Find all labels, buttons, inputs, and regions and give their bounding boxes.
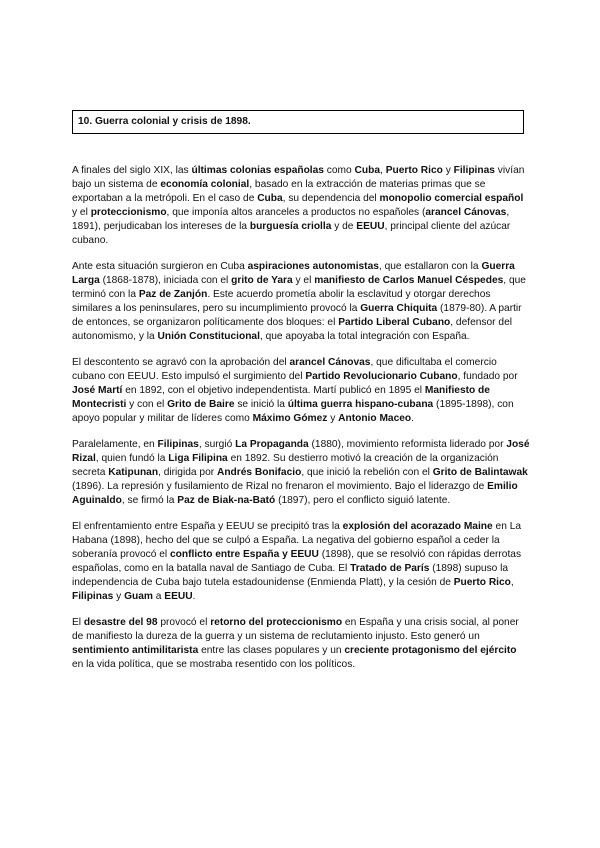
bold-term: última guerra hispano-cubana (287, 399, 434, 410)
text-run: en La Habana (1898), hecho del que se culpó a España. La negativa del gobierno español a ceder la soberanía provocó el (72, 521, 522, 560)
bold-term: aspiraciones autonomistas (247, 261, 379, 272)
bold-term: creciente protagonismo del ejército (344, 645, 517, 656)
bold-term: Tratado de París (350, 563, 430, 574)
paragraph-2 (72, 260, 530, 344)
text-run: , se firmó la (121, 495, 178, 506)
bold-term: Antonio Maceo (338, 413, 412, 424)
text-run: , surgió (198, 439, 236, 450)
bold-term: arancel Cánovas (425, 207, 507, 218)
text-run: . Este acuerdo prometía abolir la esclavitud y otorgar derechos similares a los peninsulares, pero su incumplimiento provocó la (72, 289, 491, 314)
text-run: , que terminó con la (72, 275, 526, 300)
bold-term: conflicto entre España y EEUU (169, 549, 319, 560)
text-run: (1879-80). A partir de entonces, se organizaron políticamente dos bloques: el (72, 303, 522, 328)
bold-term: monopolio comercial español (379, 193, 524, 204)
text-run: , que apoyaba la total integración con España. (259, 331, 470, 342)
section-title-box (72, 110, 524, 134)
bold-term: Grito de Balintawak (432, 467, 528, 478)
bold-term: Partido Revolucionario Cubano (305, 371, 458, 382)
text-run: , quien fundó la (95, 453, 169, 464)
text-run: El enfrentamiento entre España y EEUU se precipitó tras la (72, 521, 343, 532)
bold-term: Partido Liberal Cubano (338, 317, 451, 328)
text-run: (1897), pero el conflicto siguió latente. (275, 495, 451, 506)
text-run: . (192, 591, 196, 602)
paragraph-3 (72, 356, 530, 426)
bold-term: EEUU (356, 221, 385, 232)
bold-term: explosión del acorazado Maine (342, 521, 493, 532)
text-run: y (113, 591, 125, 602)
bold-term: últimas colonias españolas (191, 165, 324, 176)
text-run: , dirigida por (158, 467, 217, 478)
bold-term: desastre del 98 (83, 617, 158, 628)
bold-term: grito de Yara (231, 275, 293, 286)
text-run: Ante esta situación surgieron en Cuba (72, 261, 248, 272)
bold-term: Cuba (354, 165, 381, 176)
text-run: (1896). La represión y fusilamiento de Rizal no frenaron el movimiento. Bajo el liderazgo de (72, 481, 488, 492)
text-run: , que dificultaba el comercio cubano con EEUU. Esto impulsó el surgimiento del (72, 357, 497, 382)
section-title: 10. Guerra colonial y crisis de 1898. (78, 116, 251, 127)
text-run: , (380, 165, 386, 176)
text-run: , su dependencia del (282, 193, 380, 204)
text-run: , que estallaron con la (378, 261, 482, 272)
bold-term: Filipinas (157, 439, 199, 450)
text-run: El (72, 617, 84, 628)
bold-term: Liga Filipina (168, 453, 228, 464)
text-run: (1898), que se resolvió con rápidas derrotas españolas, como en la batalla naval de Santiago de Cuba. El (72, 549, 522, 574)
bold-term: manifiesto de Carlos Manuel Céspedes (314, 275, 504, 286)
text-run: , que imponía altos aranceles a productos no españoles ( (166, 207, 426, 218)
bold-term: Cuba (257, 193, 283, 204)
bold-term: Guam (124, 591, 153, 602)
bold-term: EEUU (164, 591, 193, 602)
text-run: (1880), movimiento reformista liderado por (308, 439, 507, 450)
text-run: como (323, 165, 355, 176)
paragraph-5 (72, 520, 530, 604)
text-run: en España y una crisis social, al poner de manifiesto la dureza de la guerra y un sistema de reclutamiento injusto. Esto generó un (72, 617, 519, 642)
text-run: El descontento se agravó con la aprobación del (72, 357, 290, 368)
text-run: y con el (126, 399, 168, 410)
text-run: . (411, 413, 414, 424)
text-run: se inició la (234, 399, 288, 410)
bold-term: Máximo Gómez (252, 413, 328, 424)
bold-term: José Martí (72, 385, 123, 396)
bold-term: arancel Cánovas (289, 357, 371, 368)
text-run: a (152, 591, 165, 602)
bold-term: José Rizal (72, 439, 530, 464)
text-run: y (442, 165, 454, 176)
bold-term: Katipunan (108, 467, 159, 478)
bold-term: burguesía criolla (249, 221, 332, 232)
bold-term: La Propaganda (235, 439, 309, 450)
bold-term: Filipinas (72, 591, 114, 602)
bold-term: Puerto Rico (385, 165, 443, 176)
bold-term: Paz de Zanjón (138, 289, 208, 300)
bold-term: Guerra Larga (72, 261, 515, 286)
bold-term: proteccionismo (90, 207, 167, 218)
text-run: A finales del siglo XIX, las (72, 165, 192, 176)
text-run: en 1892, con el objetivo independentista. Martí publicó en 1895 el (122, 385, 425, 396)
text-run: , principal cliente del azúcar cubano. (72, 221, 511, 246)
paragraph-1 (72, 164, 530, 248)
bold-term: Filipinas (453, 165, 495, 176)
text-run: , (510, 577, 514, 588)
text-run: (1868-1878), iniciada con el (99, 275, 232, 286)
text-run: , fundado por (457, 371, 518, 382)
text-run: entre las clases populares y un (198, 645, 345, 656)
bold-term: Puerto Rico (453, 577, 511, 588)
bold-term: Paz de Biak-na-Bató (177, 495, 276, 506)
bold-term: Emilio Aguinaldo (72, 481, 518, 506)
text-run: y de (331, 221, 357, 232)
text-run: en la vida política, que se mostraba resentido con los políticos. (72, 659, 356, 670)
text-run: (1895-1898), con apoyo popular y militar de líderes como (72, 399, 514, 424)
text-run: , que inició la rebelión con el (301, 467, 433, 478)
text-run: vivían bajo un sistema de (72, 165, 525, 190)
text-run: (1898) supuso la independencia de Cuba bajo tutela estadounidense (Enmienda Platt), y la cesión de (72, 563, 509, 588)
bold-term: economía colonial (160, 179, 250, 190)
bold-term: Grito de Baire (167, 399, 235, 410)
paragraph-6 (72, 616, 530, 672)
bold-term: retorno del proteccionismo (210, 617, 343, 628)
bold-term: Unión Constitucional (157, 331, 260, 342)
text-run: y (327, 413, 339, 424)
text-run: y el (72, 207, 91, 218)
bold-term: sentimiento antimilitarista (72, 645, 199, 656)
paragraph-4 (72, 438, 530, 508)
text-run: en 1892. Su destierro motivó la creación de la organización secreta (72, 453, 499, 478)
text-run: , defensor del autonomismo, y la (72, 317, 512, 342)
document-body (72, 164, 530, 684)
text-run: y el (292, 275, 315, 286)
bold-term: Guerra Chiquita (360, 303, 438, 314)
text-run: , basado en la extracción de materias primas que se exportaban a la metrópoli. En el caso de (72, 179, 486, 204)
bold-term: Manifiesto de Montecristi (72, 385, 490, 410)
text-run: provocó el (157, 617, 211, 628)
text-run: Paralelamente, en (72, 439, 158, 450)
bold-term: Andrés Bonifacio (216, 467, 302, 478)
text-run: , 1891), perjudicaban los intereses de la (72, 207, 510, 232)
